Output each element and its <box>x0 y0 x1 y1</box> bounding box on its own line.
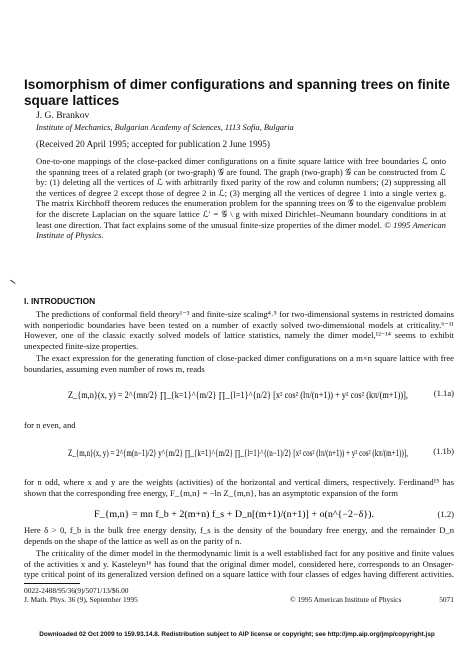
paragraph-3: for n even, and <box>24 420 76 430</box>
received-date: (Received 20 April 1995; accepted for publication 2 June 1995) <box>36 139 270 149</box>
equation-1-1b-number: (1.1b) <box>433 446 454 456</box>
margin-mark <box>8 280 15 287</box>
footer-right <box>290 595 454 604</box>
abstract-text: One-to-one mappings of the close-packed dimer configurations on a finite square lattice with free boundaries ℒ onto the spanning trees of a related graph (or two-graph) 𝒢 are found. The graph (two-graph) 𝒢 can be constructed from ℒ by: (1) deleting all the vertices of ℒ with arbitrarily fixed parity of the row and column numbers; (2) suppressing all the vertices of degree 2 except those of degree 2 in ℒ; (3) merging all the vertices of degree 1 into a single vertex g. The matrix Kirchhoff theorem reduces the enumeration problem for the spanning trees on 𝒢 to the eigenvalue problem for the discrete Laplacian on the square lattice ℒ′ = 𝒢 \ g with mixed Dirichlet–Neumann boundary conditions in at least one direction. That fact explains some of the unusual finite-size properties of the dimer model. <box>36 156 446 230</box>
footer-rule <box>24 583 80 584</box>
download-notice: Downloaded 02 Oct 2009 to 159.93.14.8. Redistribution subject to AIP license or copyright; see http://jmp.aip.org/jmp/copyright.jsp <box>39 631 435 638</box>
footer-code: 0022-2488/95/36(9)/5071/13/$6.00 <box>24 586 129 595</box>
paragraph-4: for n odd, where x and y are the weights (activities) of the horizontal and vertical dimers, respectively. Ferdinand¹⁵ has shown that the corresponding free energy, F_{m,n} = −ln Z_{m,n}, has an asymptotic expansion of the form <box>24 477 454 498</box>
author-affiliation: Institute of Mechanics, Bulgarian Academy of Sciences, 1113 Sofia, Bulgaria <box>36 123 294 132</box>
equation-1-1b-text: Z_{m,n}(x, y) = 2^{m(n−1)/2} y^{m/2} ∏_{k=1}^{m/2} ∏_{l=1}^{(n−1)/2} [x² cos² (lπ/(n+1)) + y² cos² (kπ/(m+1))], <box>68 448 408 458</box>
footer-journal: J. Math. Phys. 36 (9), September 1995 <box>24 595 138 604</box>
equation-1-1a-number: (1.1a) <box>433 388 454 398</box>
paragraph-1: The predictions of conformal field theory¹⁻³ and finite-size scaling⁴˒⁵ for two-dimensional systems in restricted domains with nonperiodic boundaries have been tested on a number of exactly solved two-dimensional models at criticality.⁶⁻¹¹ However, one of the classic exactly solved models of lattice statistics, namely the dimer model,¹²⁻¹⁴ seems to exhibit unexpected finite-size properties. <box>24 309 454 352</box>
paragraph-2: The exact expression for the generating function of close-packed dimer configurations on a m×n square lattice with free boundaries, assuming even number of rows m, reads <box>24 353 454 374</box>
equation-1-1b-graphic <box>24 432 424 472</box>
equation-1-2 <box>24 505 454 525</box>
footer-publisher: © 1995 American Institute of Physics <box>290 595 402 604</box>
author-name: J. G. Brankov <box>36 110 90 121</box>
page-number: 5071 <box>439 595 454 604</box>
equation-1-2-number: (1.2) <box>437 509 454 519</box>
equation-1-2-text: F_{m,n} = mn f_b + 2(m+n) f_s + D_n[(m+1)/(n+1)] + o(n^{−2−δ}). <box>94 509 374 519</box>
equation-1-1a-text: Z_{m,n}(x, y) = 2^{mn/2} ∏_{k=1}^{m/2} ∏_{l=1}^{n/2} [x² cos² (lπ/(n+1)) + y² cos² (kπ/(m+1))], <box>68 390 408 400</box>
article-title: Isomorphism of dimer configurations and spanning trees on finite square lattices <box>24 77 450 108</box>
equation-1-1b <box>24 432 454 472</box>
equation-1-1a-graphic <box>24 374 424 414</box>
abstract-copyright: © 1995 American Institute of Physics. <box>36 219 446 241</box>
section-heading: I. INTRODUCTION <box>24 296 96 306</box>
paragraph-6: The criticality of the dimer model in the thermodynamic limit is a well established fact for any positive and finite values of the activities x and y. Kasteleyn¹⁶ has found that the original dimer model, considered here, corresponds to an Onsager-type critical point of its generalized version defined on a square lattice with four classes of edges having different activities. <box>24 548 454 580</box>
footer-left <box>24 586 138 604</box>
paragraph-5: Here δ > 0, f_b is the bulk free energy density, f_s is the density of the boundary free energy, and the remainder D_n depends on the shape of the lattice as well as on the parity of n. <box>24 525 454 546</box>
equation-1-1a <box>24 374 454 414</box>
abstract <box>36 156 446 241</box>
equation-1-2-graphic <box>24 505 424 525</box>
